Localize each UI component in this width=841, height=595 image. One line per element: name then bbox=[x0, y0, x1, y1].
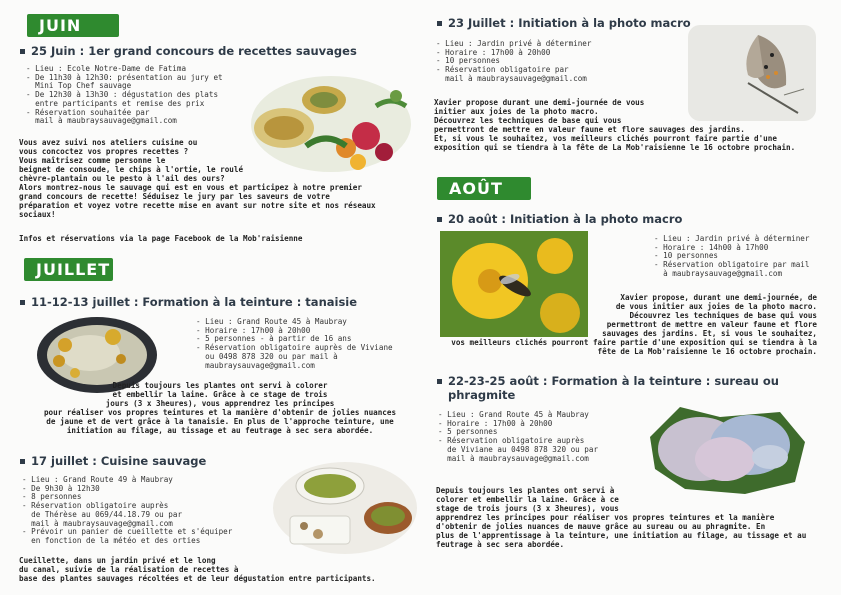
text-line: maubraysauvage@gmail.com bbox=[196, 360, 315, 370]
text-line: - De 9h30 à 12h30 bbox=[22, 483, 100, 493]
text-line: initier aux joies de la photo macro. bbox=[434, 107, 599, 116]
text-line: stage de trois jours (3 x 3heures), vous bbox=[436, 504, 619, 513]
text-line: Depuis toujours les plantes ont servi à colorer bbox=[112, 381, 328, 390]
text-line: Depuis toujours les plantes ont servi à bbox=[436, 486, 615, 495]
text-line: - Prévoir un panier de cueillette et s'équiper bbox=[22, 527, 233, 537]
event-title-17-juillet bbox=[20, 454, 206, 468]
event-info-22-25-aout bbox=[438, 411, 598, 463]
event-title-25-juin bbox=[20, 44, 357, 58]
text-line: à maubraysauvage@gmail.com bbox=[654, 268, 783, 278]
juin-footer: Infos et réservations via la page Facebook de la Mob'raisienne bbox=[19, 234, 303, 243]
text-line: - De 12h30 à 13h30 : dégustation des plats bbox=[26, 90, 219, 100]
text-line: d'obtenir de jolies nuances de mauve grâce au sureau ou au phragmite. En bbox=[436, 522, 766, 531]
event-info-20-aout bbox=[654, 235, 809, 279]
event-title-11-13-juillet bbox=[20, 295, 357, 309]
text-line: grand concours de recette! Séduisez le jury par les saveurs de votre bbox=[19, 192, 330, 201]
text-line: de vous initier aux joies de la photo macro. bbox=[615, 302, 817, 311]
text-line: sociaux! bbox=[19, 210, 56, 219]
text-line: - Lieu : Jardin privé à déterminer bbox=[654, 234, 810, 243]
text-line: du canal, suivie de la réalisation de recettes à bbox=[19, 565, 239, 574]
text-line: - Lieu : Grand Route 45 à Maubray bbox=[196, 317, 347, 326]
bullet-icon bbox=[20, 459, 25, 464]
text-line: exposition qui se tiendra à la fête de La Mob'raisienne le 16 octobre prochain. bbox=[434, 143, 796, 152]
text-line: de Viviane au 0498 878 320 ou par bbox=[438, 444, 599, 454]
text-line: - 5 personnes - à partir de 16 ans bbox=[196, 334, 352, 344]
text-line: - Horaire : 17h00 à 20h00 bbox=[436, 47, 551, 57]
text-line: - Réservation obligatoire par bbox=[436, 65, 569, 75]
text-line: - Horaire : 17h00 à 20h00 bbox=[438, 418, 553, 428]
text-line: de jaune et de vert grâce à la tanaisie. En plus de l'approche teinture, une bbox=[46, 417, 394, 426]
event-title-22-25-aout bbox=[437, 374, 779, 388]
text-line: permettront de mettre en valeur faune et flore sauvages des jardins. bbox=[434, 125, 745, 134]
text-line: Cueillette, dans un jardin privé et le long bbox=[19, 556, 216, 565]
text-line: colorer et embellir la laine. Grâce à ce bbox=[436, 495, 619, 504]
text-line: - 10 personnes bbox=[436, 56, 501, 66]
text-line: initiation au filage, au tissage et au feutrage à sec sera abordée. bbox=[66, 426, 374, 435]
text-line: - 5 personnes bbox=[438, 427, 498, 437]
text-line: Découvrez les techniques de base qui vous bbox=[434, 116, 622, 125]
bullet-icon bbox=[437, 379, 442, 384]
bullet-icon bbox=[20, 300, 25, 305]
text-line: et embellir la laine. Grâce à ce stage de trois bbox=[112, 390, 328, 399]
event-title-text: 17 juillet : Cuisine sauvage bbox=[31, 454, 207, 468]
text-line: mail à maubraysauvage@gmail.com bbox=[26, 116, 177, 126]
event-info-23-juillet bbox=[436, 40, 591, 84]
aout-teinture-description bbox=[436, 486, 836, 549]
text-line: Et, si vous le souhaitez, vos meilleurs clichés pourront faire partie d'une bbox=[434, 134, 777, 143]
event-title-text: 11-12-13 juillet : Formation à la teinture : tanaisie bbox=[31, 295, 358, 309]
text-line: feutrage à sec sera abordée. bbox=[436, 540, 565, 549]
text-line: plus de l'apprentissage à la teinture, une initiation au filage, au tissage et au bbox=[436, 531, 807, 540]
text-line: Découvrez les techniques de base qui vous bbox=[629, 311, 817, 320]
text-line: - 8 personnes bbox=[22, 492, 82, 502]
text-line: Vous maîtrisez comme personne le bbox=[19, 156, 166, 165]
text-line: mail à maubraysauvage@gmail.com bbox=[22, 518, 173, 528]
text-line: - Horaire : 17h00 à 20h00 bbox=[196, 325, 311, 335]
text-line: beignet de consoude, le chips à l'ortie, le roulé bbox=[19, 165, 244, 174]
event-title-22-25-aout-line2: phragmite bbox=[448, 388, 516, 402]
text-line: sauvages des jardins. Et, si vous le souhaitez, bbox=[602, 329, 817, 338]
text-line: Alors montrez-nous le sauvage qui est en vous et participez à notre premier bbox=[19, 183, 362, 192]
text-line: - Réservation obligatoire auprès bbox=[22, 501, 169, 511]
text-line: Xavier propose, durant une demi-journée, de bbox=[620, 293, 817, 302]
text-line: base des plantes sauvages récoltées et de leur dégustation entre participants. bbox=[19, 574, 376, 583]
text-line: - Lieu : Jardin privé à déterminer bbox=[436, 39, 592, 48]
text-line: Xavier propose durant une demi-journée de vous bbox=[434, 98, 645, 107]
text-line: chèvre-plantain ou le pesto à l'ail des ours? bbox=[19, 174, 225, 183]
bullet-icon bbox=[437, 21, 442, 26]
event-title-23-juillet bbox=[437, 16, 691, 30]
text-line: préparation et voyez votre recette mise en avant sur notre site et nos réseaux bbox=[19, 201, 376, 210]
event-title-text: 22-23-25 août : Formation à la teinture : sureau ou bbox=[448, 374, 779, 388]
text-line: de Thérèse au 069/44.18.79 ou par bbox=[22, 509, 183, 519]
text-line: apprendrez les principes pour réaliser vos propres teintures et la manière bbox=[436, 513, 775, 522]
text-line: - De 11h30 à 12h30: présentation au jury et bbox=[26, 72, 223, 82]
event-info-17-juillet bbox=[22, 476, 232, 546]
event-title-text: 23 Juillet : Initiation à la photo macro bbox=[448, 16, 691, 30]
month-badge-juillet: JUILLET bbox=[24, 258, 113, 281]
aout-macro-description bbox=[430, 293, 817, 356]
text-line: permettront de mettre en valeur faune et flore bbox=[606, 320, 817, 329]
text-line: mail à maubraysauvage@gmail.com bbox=[438, 453, 589, 463]
text-line: - Lieu : Ecole Notre-Dame de Fatima bbox=[26, 64, 187, 73]
bullet-icon bbox=[437, 217, 442, 222]
text-line: - Réservation obligatoire auprès bbox=[438, 436, 585, 446]
month-badge-aout: AOÛT bbox=[437, 177, 531, 200]
text-line: - Réservation souhaitée par bbox=[26, 107, 150, 117]
text-line: ou 0498 878 320 ou par mail à bbox=[196, 351, 338, 361]
event-title-20-aout bbox=[437, 212, 682, 226]
text-line: pour réaliser vos propres teintures et la manière d'obtenir de jolies nuances bbox=[43, 408, 397, 417]
text-line: fête de La Mob'raisienne le 16 octobre prochain. bbox=[597, 347, 817, 356]
text-line: - Horaire : 14h00 à 17h00 bbox=[654, 242, 769, 252]
text-line: mail à maubraysauvage@gmail.com bbox=[436, 73, 587, 83]
text-line: - 10 personnes bbox=[654, 251, 719, 261]
text-line: en fonction de la météo et des orties bbox=[22, 535, 201, 545]
text-line: jours (3 x 3heures), vous apprendrez les principes bbox=[105, 399, 335, 408]
pesto-bowl-photo bbox=[270, 456, 420, 556]
dyed-wool-photo bbox=[640, 397, 812, 497]
bullet-icon bbox=[20, 49, 25, 54]
text-line: Vous avez suivi nos ateliers cuisine ou bbox=[19, 138, 198, 147]
event-info-25-juin bbox=[26, 65, 223, 126]
text-line: vous concoctez vos propres recettes ? bbox=[19, 147, 189, 156]
text-line: vos meilleurs clichés pourront faire partie d'une exposition qui se tiendra à la bbox=[451, 338, 817, 347]
month-badge-juin: JUIN bbox=[27, 14, 119, 37]
text-line: - Lieu : Grand Route 49 à Maubray bbox=[22, 475, 173, 484]
text-line: Mini Top Chef sauvage bbox=[26, 81, 132, 91]
event-info-11-13-juillet bbox=[196, 318, 393, 370]
text-line: - Réservation obligatoire auprès de Viviane bbox=[196, 343, 393, 353]
text-line: - Lieu : Grand Route 45 à Maubray bbox=[438, 410, 589, 419]
juillet-cuisine-description bbox=[19, 556, 429, 583]
event-title-text: 20 août : Initiation à la photo macro bbox=[448, 212, 683, 226]
text-line: - Réservation obligatoire par mail bbox=[654, 260, 810, 270]
text-line: entre participants et remise des prix bbox=[26, 98, 205, 108]
juillet-teinture-description bbox=[20, 381, 420, 435]
juin-description bbox=[19, 138, 419, 219]
event-title-text: 25 Juin : 1er grand concours de recettes sauvages bbox=[31, 44, 357, 58]
juillet-macro-description bbox=[434, 98, 834, 152]
